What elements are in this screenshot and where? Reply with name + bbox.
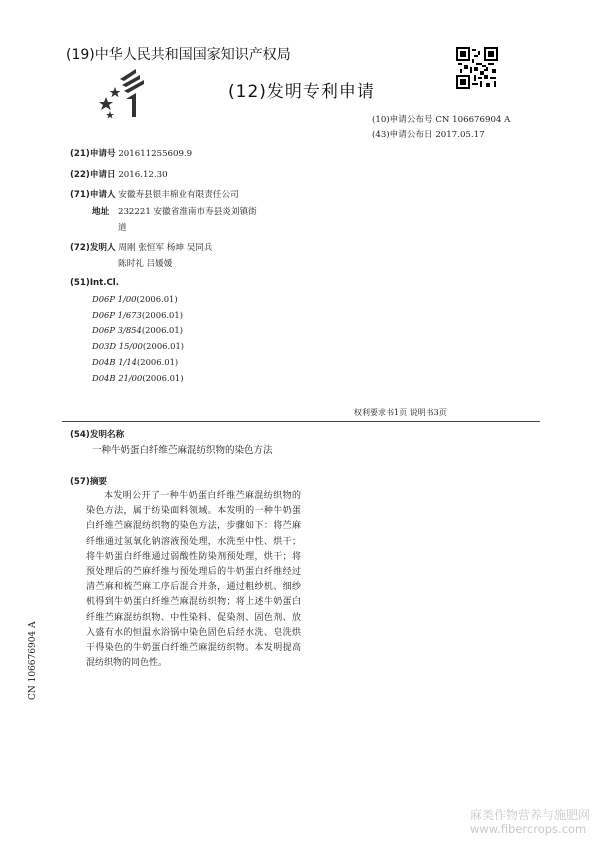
ipc-version: (2006.01)	[141, 325, 183, 335]
section-divider	[62, 421, 540, 422]
side-publication-code: CN 106676904 A	[28, 621, 38, 700]
ipc-entry	[92, 341, 184, 351]
ipc-version: (2006.01)	[136, 294, 178, 304]
applicant-row	[70, 188, 239, 200]
ipc-version: (2006.01)	[142, 373, 184, 383]
abstract-text: 本发明公开了一种牛奶蛋白纤维苎麻混纺织物的染色方法，属于纺染面料领域。本发明的一种牛奶蛋白纤维苎麻混纺织物的染色方法，步骤如下：将苎麻纤维通过氢氧化钠溶液预处理，水洗至中性、烘干；将牛奶蛋白纤维通过弱酸性防染剂预处理，烘干；将预处理后的苎麻纤维与预处理后的牛奶蛋白纤维经过清苎麻和梳苎麻工序后混合并条，通过粗纱机、细纱机得到牛奶蛋白纤维苎麻混纺织物；将上述牛奶蛋白纤维苎麻混纺织物、中性染料、促染剂、固色剂、放入盛有水的恒温水浴锅中染色固色后经水洗、皂洗烘干得染色的牛奶蛋白纤维苎麻混纺织物。本发明提高混纺织物的同色性。	[86, 491, 301, 669]
publication-number: (10)申请公布号 CN 106676904 A	[372, 115, 511, 125]
document-type: (12)发明专利申请	[228, 82, 375, 102]
ipc-label: (51)Int.Cl.	[70, 278, 120, 288]
ipc-entry	[92, 325, 183, 335]
ipc-code: D06P 1/00	[92, 294, 137, 304]
address-line-2: 道	[118, 223, 127, 233]
applicant-name: 安徽寿县银丰棉业有限责任公司	[118, 190, 239, 200]
ipc-version: (2006.01)	[137, 357, 179, 367]
application-date: 2016.12.30	[118, 170, 168, 180]
inventors-line-2: 陈时礼 吕媛媛	[118, 259, 173, 269]
ipc-version: (2006.01)	[141, 310, 183, 320]
ipc-code: D03D 15/00	[92, 341, 143, 351]
address-line-1: 232221 安徽省淮南市寿县炎刘镇街	[118, 207, 257, 217]
ipc-code: D06P 3/854	[92, 325, 142, 335]
ipc-version: (2006.01)	[142, 341, 185, 351]
ipc-code: D06P 1/673	[92, 310, 142, 320]
application-number-row	[70, 147, 192, 159]
invention-title: 一种牛奶蛋白纤维苎麻混纺织物的染色方法	[92, 445, 273, 456]
inventors-line-1: 周刚 张恒军 杨坤 吴同兵	[118, 243, 213, 253]
ipc-entry	[92, 310, 183, 320]
ipc-code: D04B 21/00	[92, 373, 143, 383]
ipc-entry	[92, 373, 184, 383]
ipc-entry	[92, 294, 178, 304]
application-number: 201611255609.9	[118, 149, 193, 159]
issuing-office: (19)中华人民共和国国家知识产权局	[66, 47, 291, 63]
invention-title-label: (54)发明名称	[70, 430, 125, 440]
publication-date: (43)申请公布日 2017.05.17	[372, 130, 485, 140]
address-label: 地址	[92, 207, 110, 217]
qr-code-icon	[456, 47, 498, 89]
applicant-label: (71)申请人	[70, 190, 116, 200]
watermark-site-name: 麻类作物营养与施肥网	[470, 808, 591, 822]
application-date-row	[70, 168, 168, 180]
cnipa-logo	[96, 67, 156, 119]
inventors-label: (72)发明人	[70, 243, 116, 253]
page-count: 权利要求书1页 说明书3页	[354, 408, 447, 417]
application-date-label: (22)申请日	[70, 170, 116, 180]
abstract-label: (57)摘要	[70, 477, 108, 487]
application-number-label: (21)申请号	[70, 149, 116, 159]
ipc-entry	[92, 357, 178, 367]
inventors-row	[70, 241, 212, 253]
ipc-code: D04B 1/14	[92, 357, 137, 367]
watermark-url: www.fibercrops.com	[470, 822, 587, 836]
